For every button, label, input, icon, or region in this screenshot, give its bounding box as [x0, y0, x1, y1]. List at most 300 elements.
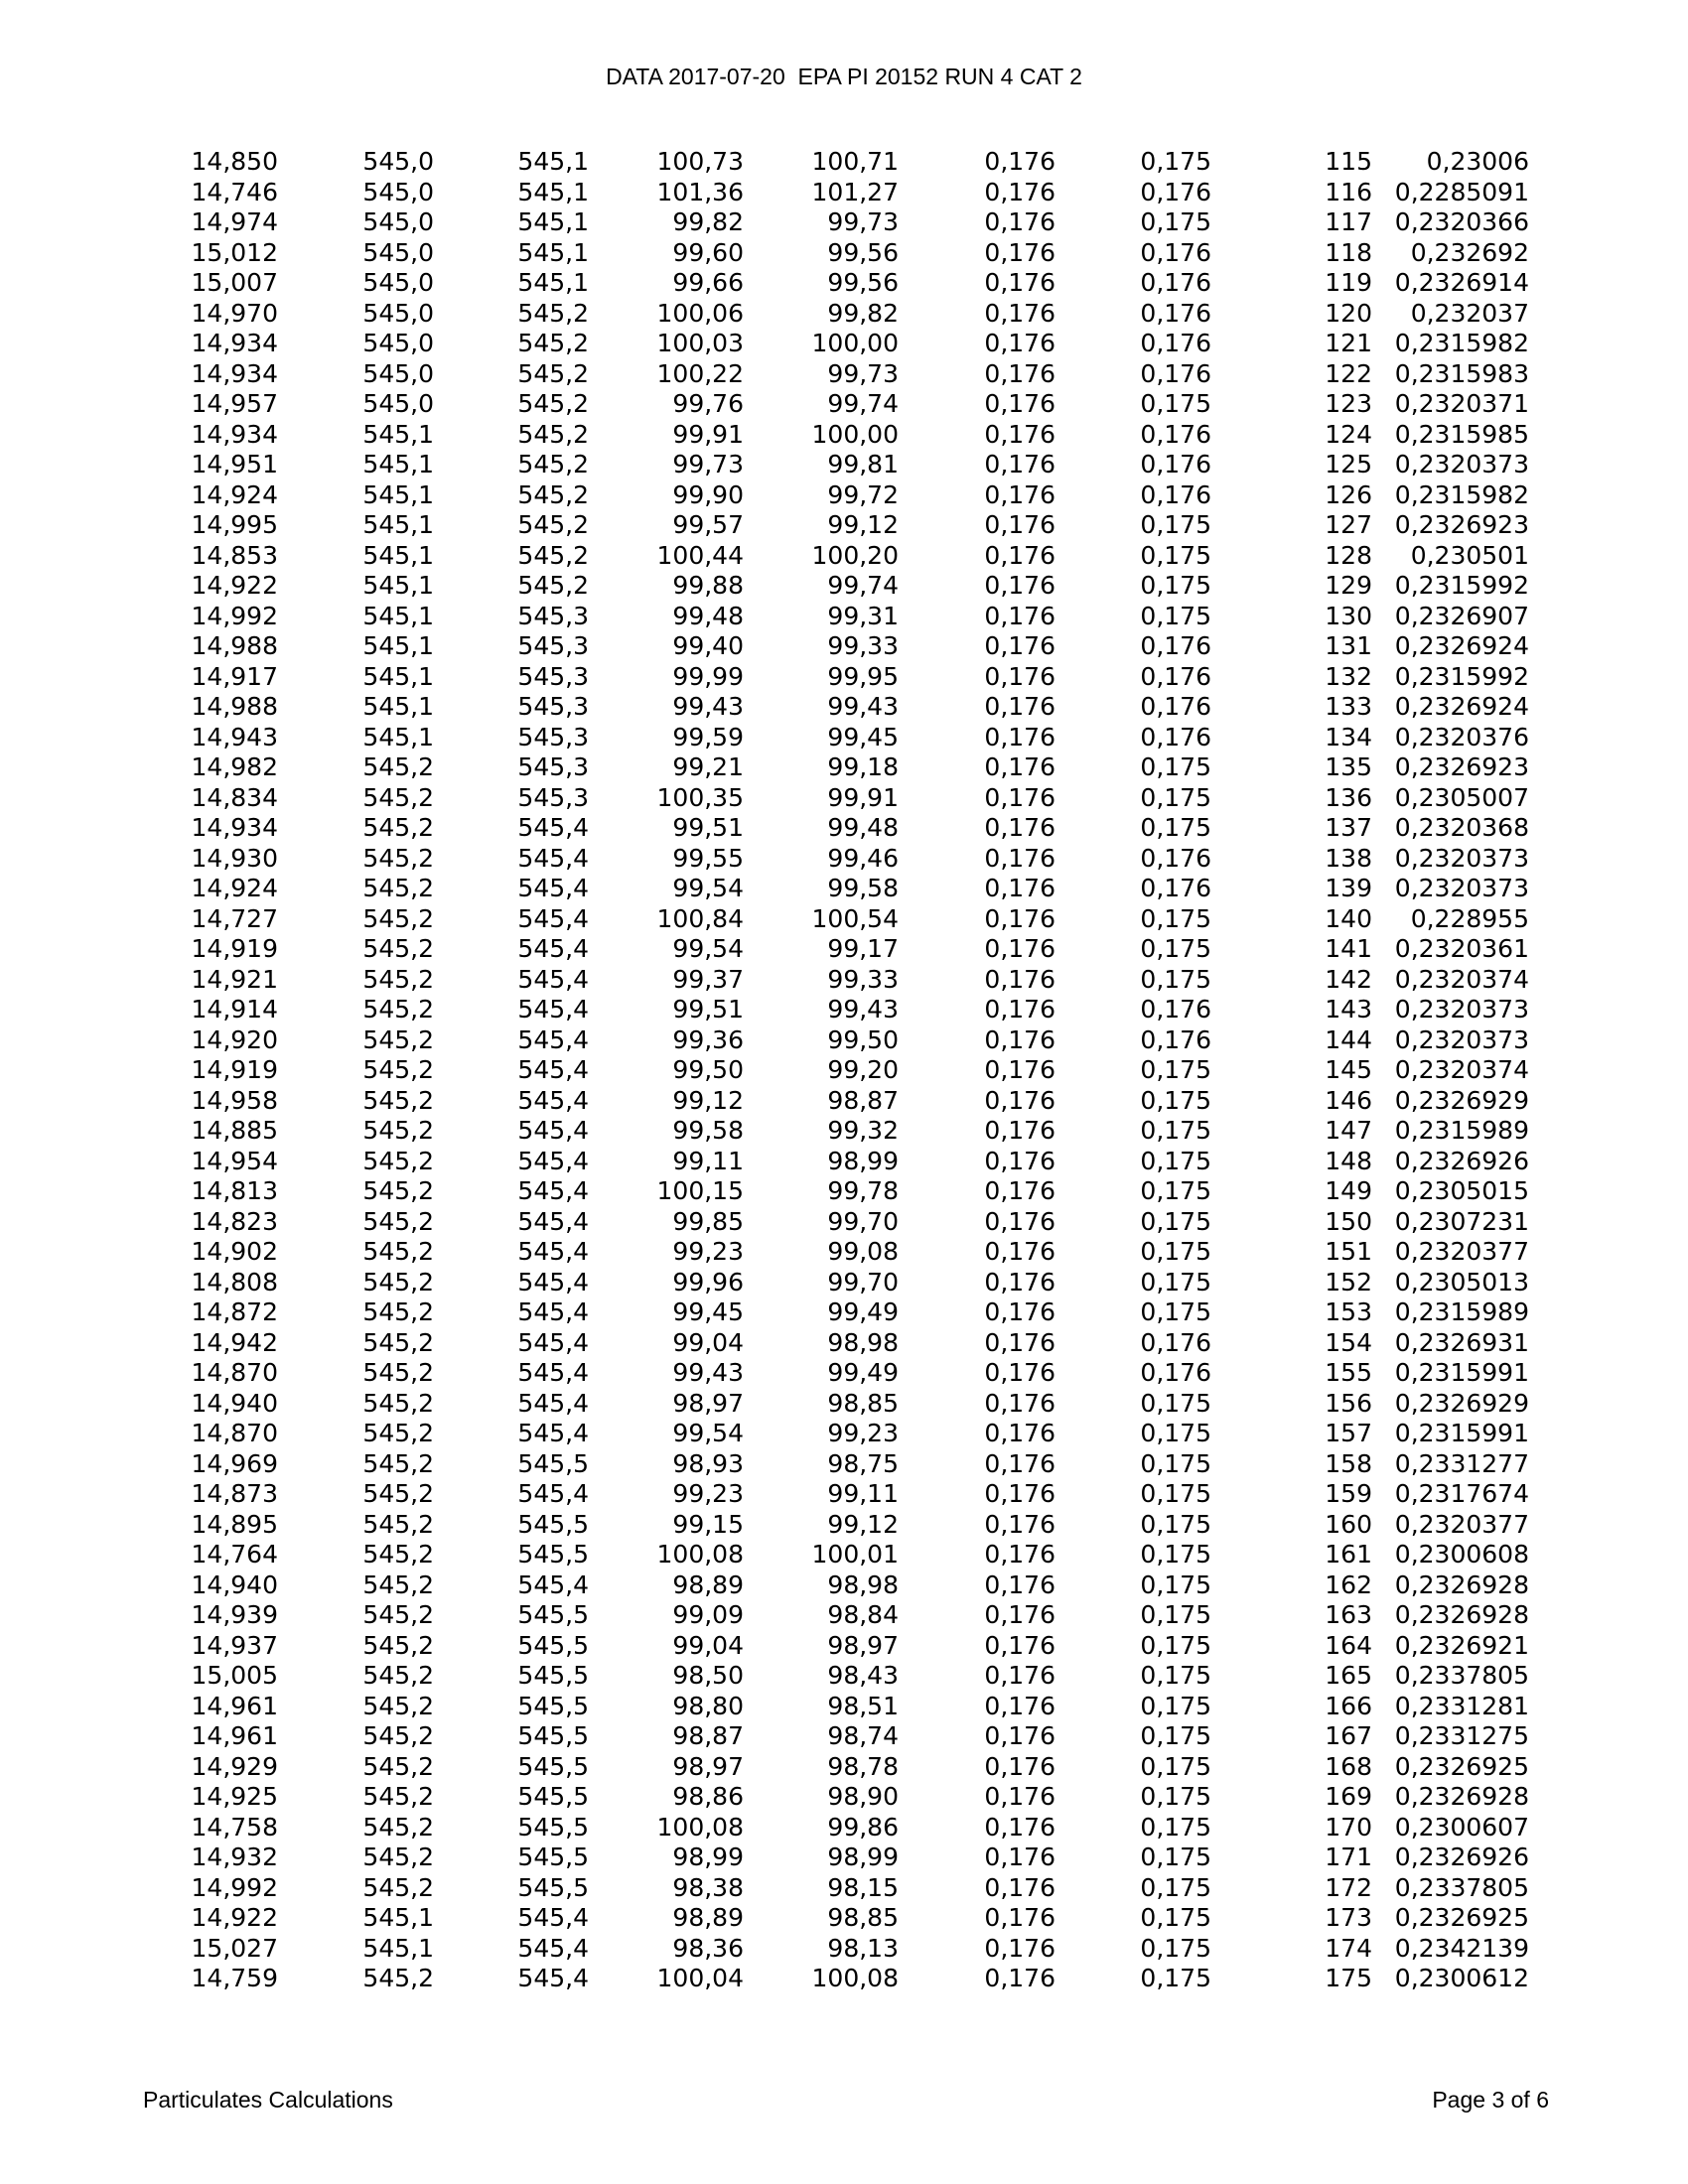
table-row	[0, 662, 1688, 693]
table-cell: 14,942	[191, 1327, 278, 1357]
table-cell: 0,175	[1140, 389, 1211, 418]
table-cell: 14,992	[191, 601, 278, 630]
table-cell: 99,73	[827, 207, 899, 236]
table-cell: 118	[1325, 237, 1372, 267]
table-cell: 0,175	[1140, 1388, 1211, 1418]
table-cell: 151	[1325, 1237, 1372, 1266]
table-cell: 152	[1325, 1267, 1372, 1297]
table-cell: 164	[1325, 1630, 1372, 1660]
table-cell: 0,176	[984, 1782, 1055, 1811]
table-cell: 545,2	[362, 1206, 434, 1236]
table-cell: 0,2315992	[1394, 571, 1529, 600]
table-cell: 0,176	[1140, 268, 1211, 297]
table-cell: 116	[1325, 177, 1372, 206]
table-cell: 0,176	[1140, 1358, 1211, 1387]
table-cell: 14,970	[191, 298, 278, 328]
table-cell: 545,4	[517, 843, 589, 873]
table-cell: 156	[1325, 1388, 1372, 1418]
table-cell: 98,43	[827, 1661, 899, 1690]
table-cell: 142	[1325, 964, 1372, 994]
table-cell: 0,175	[1140, 964, 1211, 994]
table-cell: 0,176	[1140, 843, 1211, 873]
table-cell: 0,175	[1140, 903, 1211, 933]
table-cell: 0,2320361	[1394, 934, 1529, 963]
table-cell: 98,89	[672, 1570, 744, 1599]
table-cell: 0,2320376	[1394, 722, 1529, 751]
table-cell: 0,175	[1140, 1782, 1211, 1811]
table-cell: 545,2	[362, 1024, 434, 1054]
table-cell: 99,74	[827, 571, 899, 600]
table-cell: 14,932	[191, 1843, 278, 1871]
table-cell: 0,175	[1140, 1691, 1211, 1720]
table-cell: 99,50	[672, 1055, 744, 1084]
table-cell: 545,4	[517, 964, 589, 994]
table-cell: 14,961	[191, 1721, 278, 1750]
table-cell: 0,175	[1140, 1570, 1211, 1599]
table-cell: 170	[1325, 1812, 1372, 1842]
table-row	[0, 268, 1688, 299]
table-cell: 545,4	[517, 1327, 589, 1357]
table-cell: 14,940	[191, 1570, 278, 1599]
table-cell: 0,176	[984, 329, 1055, 357]
table-cell: 545,5	[517, 1782, 589, 1811]
table-cell: 99,43	[827, 692, 899, 721]
table-cell: 99,59	[672, 722, 744, 751]
table-cell: 14,988	[191, 631, 278, 660]
table-cell: 98,84	[827, 1600, 899, 1629]
table-cell: 545,5	[517, 1872, 589, 1902]
table-cell: 14,920	[191, 1024, 278, 1054]
table-cell: 150	[1325, 1206, 1372, 1236]
table-cell: 545,2	[517, 571, 589, 600]
table-cell: 14,934	[191, 329, 278, 357]
table-row	[0, 1207, 1688, 1238]
table-cell: 165	[1325, 1661, 1372, 1690]
table-cell: 0,2320374	[1394, 964, 1529, 994]
table-cell: 99,66	[672, 268, 744, 297]
table-cell: 545,5	[517, 1540, 589, 1569]
table-cell: 545,5	[517, 1721, 589, 1750]
table-cell: 14,925	[191, 1782, 278, 1811]
table-cell: 140	[1325, 903, 1372, 933]
table-cell: 99,23	[672, 1479, 744, 1508]
table-cell: 545,1	[362, 571, 434, 600]
table-cell: 0,2320368	[1394, 813, 1529, 842]
table-cell: 0,175	[1140, 207, 1211, 236]
table-cell: 100,54	[811, 903, 899, 933]
table-cell: 0,176	[984, 1055, 1055, 1084]
table-cell: 0,176	[984, 1872, 1055, 1902]
table-cell: 0,176	[984, 1964, 1055, 1992]
table-row	[0, 1389, 1688, 1420]
table-cell: 99,45	[672, 1297, 744, 1326]
table-cell: 545,0	[362, 358, 434, 388]
table-cell: 0,2315989	[1394, 1297, 1529, 1326]
table-cell: 545,2	[362, 1146, 434, 1175]
table-cell: 0,2326924	[1394, 631, 1529, 660]
table-cell: 98,97	[827, 1630, 899, 1660]
table-cell: 545,4	[517, 874, 589, 902]
table-cell: 545,5	[517, 1843, 589, 1871]
table-cell: 0,176	[984, 1630, 1055, 1660]
table-cell: 99,70	[827, 1267, 899, 1297]
table-cell: 98,87	[827, 1085, 899, 1115]
table-cell: 0,2326925	[1394, 1751, 1529, 1781]
table-cell: 99,31	[827, 601, 899, 630]
table-cell: 99,43	[672, 692, 744, 721]
table-cell: 0,176	[1140, 298, 1211, 328]
table-cell: 99,33	[827, 964, 899, 994]
table-cell: 545,2	[362, 1600, 434, 1629]
table-cell: 98,38	[672, 1872, 744, 1902]
table-cell: 545,1	[362, 1933, 434, 1963]
table-cell: 14,850	[191, 147, 278, 176]
table-cell: 0,176	[984, 661, 1055, 691]
table-cell: 99,85	[672, 1206, 744, 1236]
table-cell: 0,175	[1140, 571, 1211, 600]
table-cell: 14,921	[191, 964, 278, 994]
table-cell: 545,2	[362, 1509, 434, 1539]
table-row	[0, 723, 1688, 753]
table-cell: 545,4	[517, 1237, 589, 1266]
table-cell: 0,176	[984, 450, 1055, 478]
table-cell: 0,2320373	[1394, 1024, 1529, 1054]
table-row	[0, 904, 1688, 935]
table-row	[0, 299, 1688, 330]
table-row	[0, 541, 1688, 572]
table-cell: 545,1	[362, 1903, 434, 1932]
table-cell: 545,2	[362, 1297, 434, 1326]
table-cell: 545,0	[362, 268, 434, 297]
table-cell: 545,1	[517, 268, 589, 297]
table-cell: 99,72	[827, 479, 899, 509]
table-cell: 100,03	[656, 329, 744, 357]
table-cell: 0,176	[984, 1570, 1055, 1599]
table-cell: 0,2326923	[1394, 510, 1529, 539]
table-cell: 169	[1325, 1782, 1372, 1811]
table-cell: 0,176	[984, 1509, 1055, 1539]
table-cell: 545,1	[362, 419, 434, 449]
table-cell: 0,175	[1140, 1055, 1211, 1084]
table-cell: 15,012	[191, 237, 278, 267]
table-cell: 123	[1325, 389, 1372, 418]
table-cell: 0,2326929	[1394, 1085, 1529, 1115]
table-cell: 153	[1325, 1297, 1372, 1326]
table-cell: 545,2	[362, 1085, 434, 1115]
table-row	[0, 1237, 1688, 1268]
table-row	[0, 1479, 1688, 1510]
table-cell: 545,2	[362, 1419, 434, 1447]
table-cell: 100,73	[656, 147, 744, 176]
table-row	[0, 1328, 1688, 1359]
table-cell: 167	[1325, 1721, 1372, 1750]
table-cell: 545,2	[362, 1540, 434, 1569]
table-cell: 98,98	[827, 1327, 899, 1357]
table-cell: 545,2	[517, 419, 589, 449]
table-cell: 99,11	[827, 1479, 899, 1508]
table-cell: 14,902	[191, 1237, 278, 1266]
table-cell: 0,176	[1140, 631, 1211, 660]
table-row	[0, 1964, 1688, 1994]
table-cell: 0,175	[1140, 1479, 1211, 1508]
table-cell: 149	[1325, 1176, 1372, 1205]
table-cell: 98,99	[827, 1843, 899, 1871]
table-cell: 175	[1325, 1964, 1372, 1992]
table-cell: 545,4	[517, 1903, 589, 1932]
table-cell: 99,12	[827, 510, 899, 539]
table-cell: 0,230501	[1410, 540, 1529, 570]
table-cell: 545,2	[517, 450, 589, 478]
table-row	[0, 631, 1688, 662]
table-row	[0, 844, 1688, 875]
table-cell: 14,919	[191, 1055, 278, 1084]
table-cell: 146	[1325, 1085, 1372, 1115]
table-cell: 545,4	[517, 1055, 589, 1084]
table-cell: 100,22	[656, 358, 744, 388]
table-cell: 99,17	[827, 934, 899, 963]
table-cell: 545,1	[517, 177, 589, 206]
table-cell: 99,86	[827, 1812, 899, 1842]
table-cell: 14,834	[191, 782, 278, 812]
table-cell: 0,176	[984, 813, 1055, 842]
table-cell: 99,36	[672, 1024, 744, 1054]
table-cell: 0,175	[1140, 510, 1211, 539]
table-cell: 14,934	[191, 419, 278, 449]
table-cell: 14,988	[191, 692, 278, 721]
table-row	[0, 1600, 1688, 1631]
table-cell: 99,08	[827, 1237, 899, 1266]
table-cell: 122	[1325, 358, 1372, 388]
table-cell: 0,176	[1140, 874, 1211, 902]
table-cell: 125	[1325, 450, 1372, 478]
table-cell: 545,2	[517, 540, 589, 570]
table-cell: 98,89	[672, 1903, 744, 1932]
table-cell: 0,176	[984, 177, 1055, 206]
table-cell: 0,176	[984, 1085, 1055, 1115]
table-row	[0, 1025, 1688, 1056]
table-cell: 0,2320366	[1394, 207, 1529, 236]
table-cell: 545,2	[517, 479, 589, 509]
table-cell: 545,2	[362, 903, 434, 933]
page-header: DATA 2017-07-20 EPA PI 20152 RUN 4 CAT 2	[606, 64, 1082, 89]
table-cell: 0,2315982	[1394, 329, 1529, 357]
table-cell: 545,0	[362, 177, 434, 206]
table-cell: 171	[1325, 1843, 1372, 1871]
table-cell: 99,46	[827, 843, 899, 873]
table-cell: 14,759	[191, 1964, 278, 1992]
table-cell: 0,2326907	[1394, 601, 1529, 630]
table-cell: 0,175	[1140, 1419, 1211, 1447]
table-cell: 0,176	[984, 1206, 1055, 1236]
table-cell: 14,917	[191, 661, 278, 691]
table-cell: 545,4	[517, 1024, 589, 1054]
table-cell: 0,2320373	[1394, 843, 1529, 873]
table-cell: 0,175	[1140, 1812, 1211, 1842]
table-cell: 0,175	[1140, 1267, 1211, 1297]
table-cell: 545,2	[362, 1782, 434, 1811]
table-row	[0, 1510, 1688, 1541]
table-cell: 0,176	[984, 1176, 1055, 1205]
table-cell: 99,48	[827, 813, 899, 842]
table-row	[0, 389, 1688, 420]
table-cell: 545,2	[517, 358, 589, 388]
table-cell: 0,176	[984, 722, 1055, 751]
table-row	[0, 1570, 1688, 1601]
table-cell: 545,2	[362, 813, 434, 842]
table-cell: 0,176	[1140, 329, 1211, 357]
table-cell: 0,176	[984, 1600, 1055, 1629]
table-row	[0, 965, 1688, 996]
table-cell: 100,35	[656, 782, 744, 812]
table-cell: 99,49	[827, 1358, 899, 1387]
table-cell: 0,2317674	[1394, 1479, 1529, 1508]
table-cell: 0,176	[1140, 450, 1211, 478]
table-cell: 0,176	[984, 1267, 1055, 1297]
page-number: Page 3 of 6	[1432, 2087, 1549, 2113]
table-cell: 14,746	[191, 177, 278, 206]
table-cell: 160	[1325, 1509, 1372, 1539]
table-cell: 545,4	[517, 995, 589, 1024]
table-cell: 0,176	[984, 1933, 1055, 1963]
table-cell: 545,0	[362, 207, 434, 236]
table-cell: 14,758	[191, 1812, 278, 1842]
table-cell: 99,82	[672, 207, 744, 236]
table-cell: 127	[1325, 510, 1372, 539]
table-cell: 0,2320377	[1394, 1509, 1529, 1539]
table-cell: 0,2315989	[1394, 1116, 1529, 1145]
table-cell: 0,2326926	[1394, 1843, 1529, 1871]
table-cell: 144	[1325, 1024, 1372, 1054]
table-cell: 98,85	[827, 1903, 899, 1932]
table-cell: 545,2	[362, 1055, 434, 1084]
table-cell: 0,176	[984, 358, 1055, 388]
table-cell: 98,93	[672, 1448, 744, 1478]
table-cell: 545,2	[362, 1630, 434, 1660]
table-cell: 100,08	[811, 1964, 899, 1992]
table-row	[0, 1721, 1688, 1752]
table-row	[0, 1147, 1688, 1177]
table-cell: 99,90	[672, 479, 744, 509]
table-cell: 99,95	[827, 661, 899, 691]
table-cell: 0,176	[984, 1540, 1055, 1569]
table-cell: 14,808	[191, 1267, 278, 1297]
table-cell: 0,175	[1140, 1630, 1211, 1660]
table-cell: 100,00	[811, 419, 899, 449]
table-cell: 130	[1325, 601, 1372, 630]
table-cell: 545,4	[517, 1964, 589, 1992]
table-cell: 99,23	[827, 1419, 899, 1447]
table-cell: 545,2	[362, 1843, 434, 1871]
table-row	[0, 1692, 1688, 1722]
table-cell: 0,2326928	[1394, 1600, 1529, 1629]
table-cell: 0,175	[1140, 1297, 1211, 1326]
table-cell: 14,957	[191, 389, 278, 418]
table-cell: 157	[1325, 1419, 1372, 1447]
table-cell: 162	[1325, 1570, 1372, 1599]
table-cell: 98,75	[827, 1448, 899, 1478]
table-cell: 161	[1325, 1540, 1372, 1569]
table-cell: 14,764	[191, 1540, 278, 1569]
table-cell: 137	[1325, 813, 1372, 842]
table-row	[0, 1631, 1688, 1662]
table-cell: 545,4	[517, 1146, 589, 1175]
table-cell: 99,12	[672, 1085, 744, 1115]
table-cell: 545,2	[517, 298, 589, 328]
table-row	[0, 1358, 1688, 1389]
table-cell: 14,727	[191, 903, 278, 933]
table-cell: 14,934	[191, 813, 278, 842]
table-cell: 0,176	[984, 903, 1055, 933]
table-cell: 14,940	[191, 1388, 278, 1418]
table-cell: 99,91	[827, 782, 899, 812]
table-cell: 14,961	[191, 1691, 278, 1720]
table-cell: 14,982	[191, 752, 278, 781]
table-cell: 0,232037	[1410, 298, 1529, 328]
table-cell: 0,176	[1140, 1327, 1211, 1357]
table-row	[0, 238, 1688, 269]
table-cell: 0,176	[984, 1237, 1055, 1266]
table-cell: 0,176	[984, 1843, 1055, 1871]
table-cell: 14,813	[191, 1176, 278, 1205]
table-row	[0, 1055, 1688, 1086]
table-cell: 545,2	[362, 1448, 434, 1478]
table-cell: 115	[1325, 147, 1372, 176]
table-cell: 0,2331275	[1394, 1721, 1529, 1750]
table-cell: 545,2	[362, 1116, 434, 1145]
table-cell: 545,5	[517, 1691, 589, 1720]
table-cell: 98,97	[672, 1388, 744, 1418]
table-cell: 98,99	[672, 1843, 744, 1871]
table-cell: 14,922	[191, 1903, 278, 1932]
table-cell: 99,04	[672, 1630, 744, 1660]
table-cell: 0,2305015	[1394, 1176, 1529, 1205]
table-cell: 14,872	[191, 1297, 278, 1326]
table-cell: 128	[1325, 540, 1372, 570]
footer-left: Particulates Calculations	[143, 2087, 393, 2113]
table-cell: 0,176	[984, 1448, 1055, 1478]
table-cell: 0,176	[984, 601, 1055, 630]
table-row	[0, 1540, 1688, 1570]
table-cell: 98,36	[672, 1933, 744, 1963]
table-cell: 98,86	[672, 1782, 744, 1811]
table-cell: 0,176	[984, 1327, 1055, 1357]
table-cell: 99,99	[672, 661, 744, 691]
table-cell: 545,2	[362, 964, 434, 994]
table-cell: 0,176	[984, 1661, 1055, 1690]
table-cell: 99,45	[827, 722, 899, 751]
table-cell: 99,23	[672, 1237, 744, 1266]
table-row	[0, 1903, 1688, 1934]
table-cell: 0,2320373	[1394, 874, 1529, 902]
table-cell: 99,49	[827, 1297, 899, 1326]
table-cell: 545,1	[362, 722, 434, 751]
table-cell: 0,2320373	[1394, 450, 1529, 478]
table-cell: 0,176	[984, 571, 1055, 600]
table-row	[0, 510, 1688, 541]
table-cell: 0,176	[984, 1721, 1055, 1750]
table-cell: 0,2315991	[1394, 1358, 1529, 1387]
table-cell: 0,2326925	[1394, 1903, 1529, 1932]
table-cell: 545,0	[362, 329, 434, 357]
table-cell: 98,90	[827, 1782, 899, 1811]
table-cell: 545,1	[362, 450, 434, 478]
table-cell: 166	[1325, 1691, 1372, 1720]
table-cell: 0,2315985	[1394, 419, 1529, 449]
table-cell: 98,85	[827, 1388, 899, 1418]
table-cell: 14,873	[191, 1479, 278, 1508]
table-cell: 545,4	[517, 1419, 589, 1447]
table-cell: 148	[1325, 1146, 1372, 1175]
